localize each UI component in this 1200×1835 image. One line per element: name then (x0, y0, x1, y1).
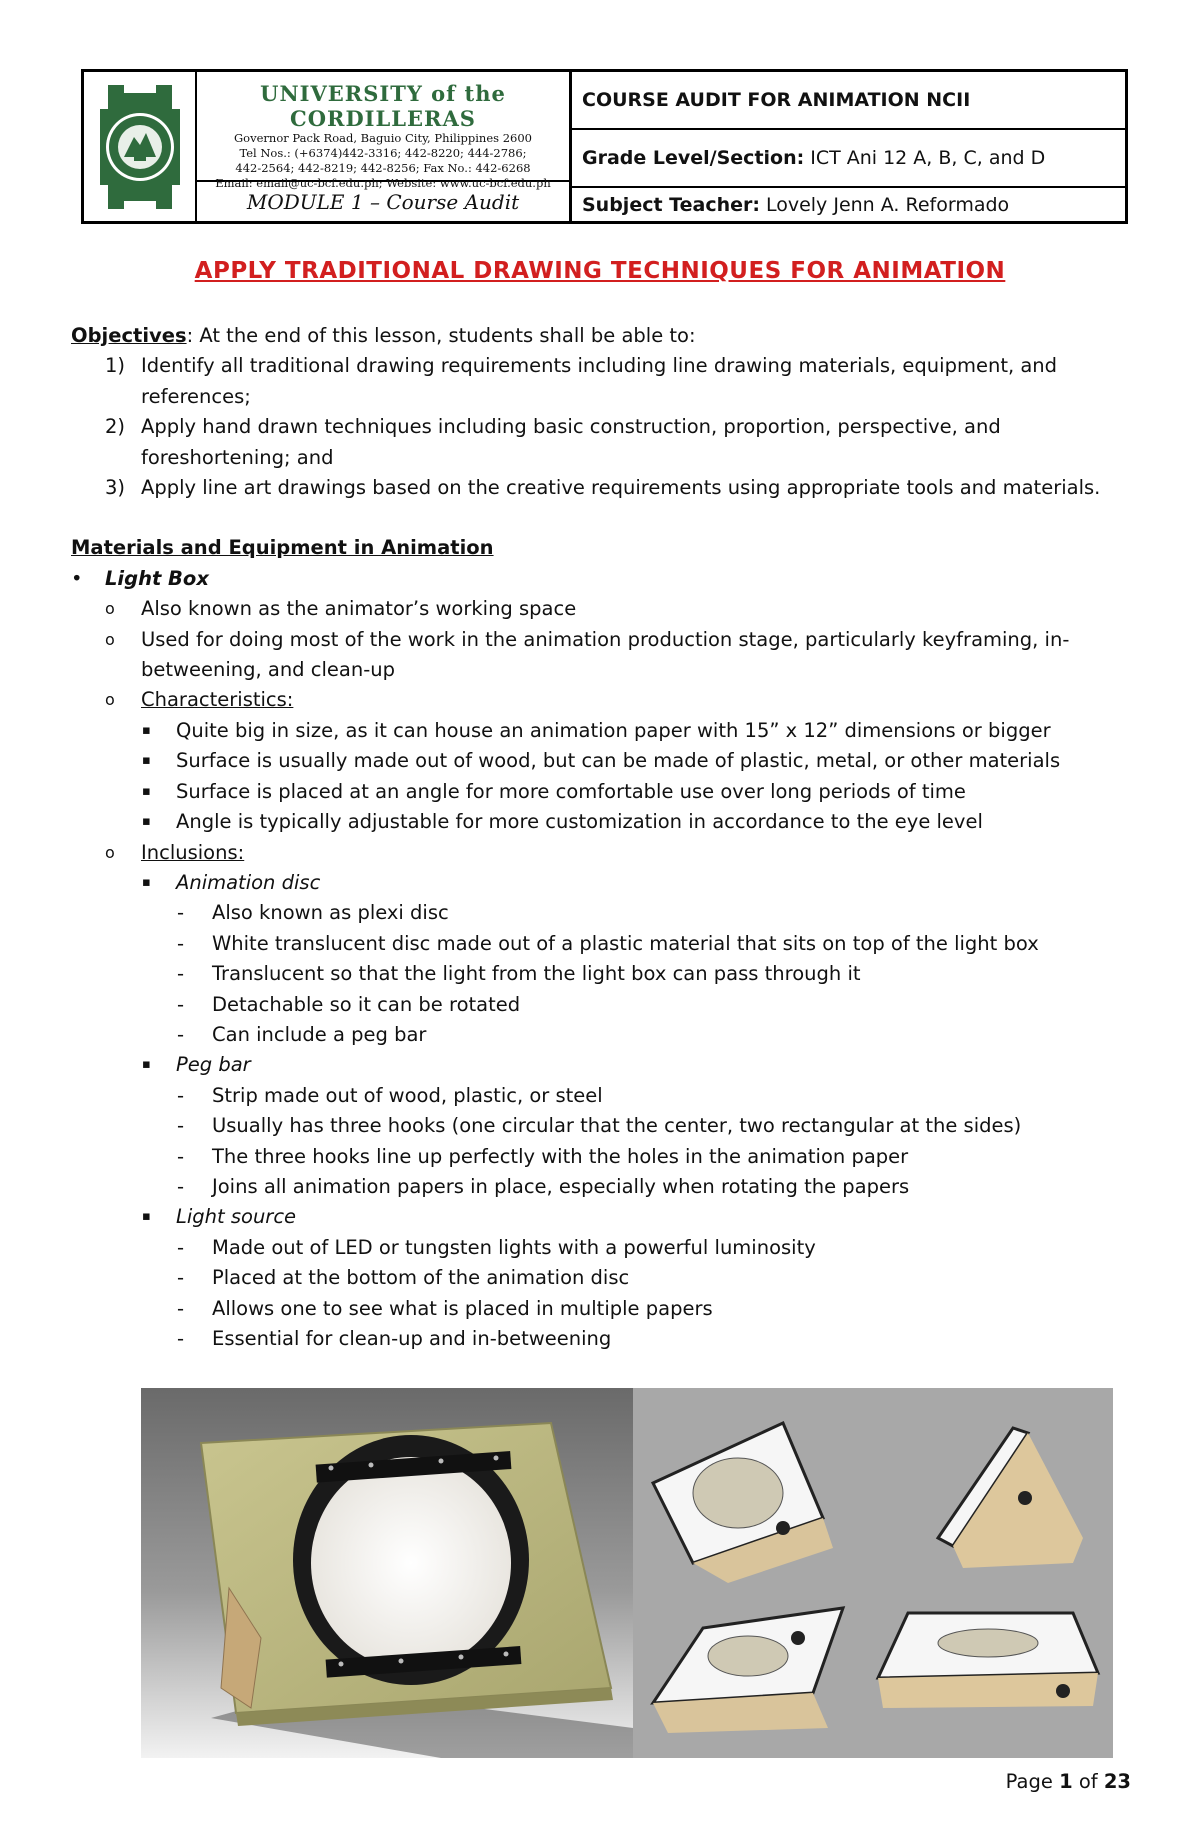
list-item: - Strip made out of wood, plastic, or steel (177, 1083, 603, 1107)
characteristics-label: Characteristics: (141, 688, 294, 712)
header-table (81, 69, 1128, 224)
inclusions-label: Inclusions: (141, 840, 245, 864)
module-label: MODULE 1 – Course Audit (246, 189, 520, 214)
list-item: ▪ Surface is usually made out of wood, but can be made of plastic, metal, or other materials (142, 749, 1061, 773)
list-item: - Can include a peg bar (177, 1022, 427, 1046)
phone-line: Tel Nos.: (+6374)442-3316; 442-8220; 444-2786; (239, 146, 527, 160)
animation-disc-item: ▪ Animation disc (142, 870, 321, 894)
light-box-bottom-right (878, 1613, 1098, 1708)
materials-heading: Materials and Equipment in Animation (71, 536, 494, 560)
course-audit-title: COURSE AUDIT FOR ANIMATION NCII (572, 72, 1125, 130)
list-item-text: Used for doing most of the work in the animation production stage, particularly keyframing, in-betweening, and clean-up (141, 627, 1070, 682)
list-item-text: Allows one to see what is placed in multiple papers (212, 1296, 713, 1320)
list-item-text: Strip made out of wood, plastic, or steel (212, 1083, 603, 1107)
list-item: - Also known as plexi disc (177, 901, 449, 925)
light-box-variants-photo (633, 1388, 1113, 1758)
list-item: - Detachable so it can be rotated (177, 992, 521, 1016)
light-box-item: • Light Box (71, 566, 209, 590)
light-box-label: Light Box (105, 566, 209, 590)
peg-bar-label: Peg bar (176, 1053, 251, 1077)
inclusions-item: o Inclusions: (105, 840, 245, 864)
list-item-text: Essential for clean-up and in-betweening (212, 1327, 612, 1350)
list-item: - Made out of LED or tungsten lights with a powerful luminosity (177, 1235, 816, 1259)
list-item: - Essential for clean-up and in-betweening (177, 1327, 612, 1350)
light-source-label: Light source (176, 1205, 297, 1229)
list-item: - White translucent disc made out of a plastic material that sits on top of the light box (177, 931, 1039, 955)
grade-level-value: ICT Ani 12 A, B, C, and D (810, 147, 1046, 169)
characteristics-item: o Characteristics: (105, 688, 294, 712)
list-item-text: Also known as plexi disc (212, 901, 449, 925)
list-item: ▪ Quite big in size, as it can house an animation paper with 15” x 12” dimensions or bigger (142, 718, 1051, 742)
page-number (1006, 1770, 1131, 1793)
university-name: UNIVERSITY of the CORDILLERAS (260, 81, 506, 131)
email-line: Email: email@uc-bcf.edu.ph; Website: www.uc-bcf.edu.ph (215, 176, 551, 190)
objective-text: Identify all traditional drawing requirements including line drawing materials, equipment, and references; (141, 354, 1058, 408)
list-item-text: Surface is usually made out of wood, but can be made of plastic, metal, or other materials (176, 749, 1061, 773)
list-item-text: Placed at the bottom of the animation disc (212, 1266, 630, 1290)
address-line: Governor Pack Road, Baguio City, Philippines 2600 (234, 131, 532, 145)
list-item: - The three hooks line up perfectly with the holes in the animation paper (177, 1144, 909, 1168)
list-item: ▪ Surface is placed at an angle for more comfortable use over long periods of time (142, 779, 966, 803)
objectives-label: Objectives (71, 324, 187, 347)
lesson-title: APPLY TRADITIONAL DRAWING TECHNIQUES FOR ANIMATION (194, 258, 1006, 284)
list-item: - Allows one to see what is placed in multiple papers (177, 1296, 713, 1320)
objectives-list (71, 351, 1151, 503)
list-item-text: Translucent so that the light from the light box can pass through it (212, 962, 861, 986)
peg-bar-item: ▪ Peg bar (142, 1053, 251, 1077)
objective-item (71, 473, 1151, 503)
objective-text: Apply line art drawings based on the creative requirements using appropriate tools and materials. (141, 476, 1101, 500)
objectives-intro-text: : At the end of this lesson, students shall be able to: (186, 324, 696, 347)
animation-disc-label: Animation disc (176, 870, 321, 894)
list-item-text: Can include a peg bar (212, 1022, 427, 1046)
list-item-text: Made out of LED or tungsten lights with a powerful luminosity (212, 1235, 816, 1259)
list-item-text: The three hooks line up perfectly with the holes in the animation paper (212, 1144, 909, 1168)
list-item-text: Angle is typically adjustable for more customization in accordance to the eye level (176, 810, 983, 834)
list-item-text: Detachable so it can be rotated (212, 992, 521, 1016)
list-item-text: Joins all animation papers in place, especially when rotating the papers (212, 1174, 910, 1198)
list-item: o Also known as the animator’s working space (105, 597, 577, 621)
objective-number: 1) (105, 354, 126, 378)
objective-number: 2) (105, 415, 126, 439)
page-of: of (1078, 1770, 1098, 1793)
grade-level-row (572, 130, 1125, 188)
list-item-text: White translucent disc made out of a plastic material that sits on top of the light box (212, 931, 1039, 955)
list-item-text: Quite big in size, as it can house an animation paper with 15” x 12” dimensions or bigger (176, 718, 1051, 742)
list-item-text: Surface is placed at an angle for more comfortable use over long periods of time (176, 779, 966, 803)
lesson-content (71, 321, 1151, 1354)
list-item: ▪ Angle is typically adjustable for more customization in accordance to the eye level (142, 810, 983, 834)
list-item: o Used for doing most of the work in the animation production stage, particularly keyframing, in-betweening, and clean-up (105, 627, 1070, 682)
list-item: - Placed at the bottom of the animation disc (177, 1266, 630, 1290)
university-info (197, 72, 569, 190)
list-item: - Usually has three hooks (one circular that the center, two rectangular at the sides) (177, 1114, 1022, 1138)
objectives-intro (71, 321, 1151, 351)
list-item: - Translucent so that the light from the light box can pass through it (177, 962, 861, 986)
university-seal-logo (84, 72, 197, 221)
teacher-row (572, 188, 1125, 221)
total-pages: 23 (1103, 1770, 1131, 1793)
page-prefix: Page (1005, 1770, 1053, 1793)
teacher-value: Lovely Jenn A. Reformado (765, 193, 1010, 216)
current-page: 1 (1059, 1770, 1073, 1793)
teacher-label: Subject Teacher: (582, 193, 760, 216)
list-item: - Joins all animation papers in place, especially when rotating the papers (177, 1174, 910, 1198)
objective-item (71, 412, 1151, 473)
list-item-text: Also known as the animator’s working space (141, 597, 577, 621)
objective-text: Apply hand drawn techniques including basic construction, proportion, perspective, and foreshortening; and (141, 415, 1001, 469)
light-box-photo (141, 1388, 633, 1758)
light-source-item: ▪ Light source (142, 1205, 297, 1229)
phone-fax-line: 442-2564; 442-8219; 442-8256; Fax No.: 442-6268 (235, 161, 531, 175)
objective-number: 3) (105, 476, 126, 500)
objective-item (71, 351, 1151, 412)
grade-level-label: Grade Level/Section: (582, 147, 805, 169)
list-item-text: Usually has three hooks (one circular that the center, two rectangular at the sides) (212, 1114, 1022, 1138)
